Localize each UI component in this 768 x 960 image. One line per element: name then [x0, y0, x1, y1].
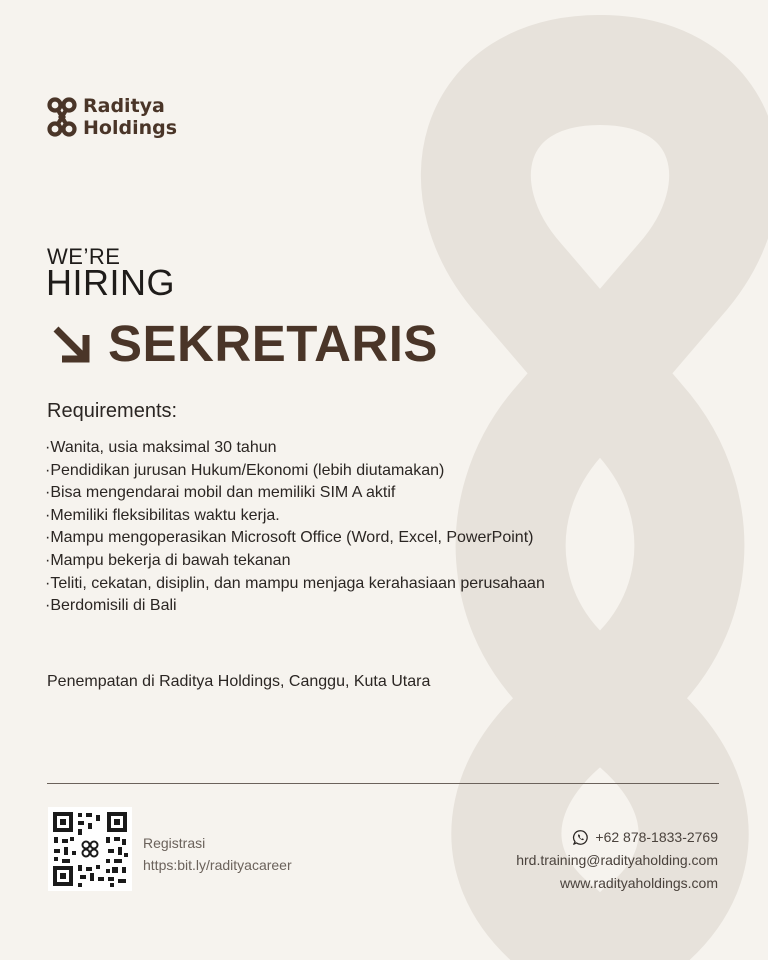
requirement-item: ·Mampu mengoperasikan Microsoft Office (Word, Excel, PowerPoint): [45, 529, 534, 547]
brand-name: [83, 95, 177, 139]
infinity-knot-logo-icon: [47, 96, 77, 138]
job-title: SEKRETARIS: [108, 315, 438, 372]
headline-kicker: WE’RE: [47, 244, 121, 269]
requirement-item: ·Bisa mengendarai mobil dan memiliki SIM A aktif: [45, 484, 396, 502]
arrow-down-right-icon: [50, 323, 92, 365]
requirement-item: ·Teliti, cekatan, disiplin, dan mampu menjaga kerahasiaan perusahaan: [45, 574, 545, 592]
contact-phone: +62 878-1833-2769: [595, 829, 718, 845]
requirement-item: ·Memiliki fleksibilitas waktu kerja.: [45, 506, 280, 524]
whatsapp-icon: [572, 829, 589, 846]
headline-title: HIRING: [46, 262, 175, 303]
contact-phone-row[interactable]: [516, 826, 718, 849]
requirement-item: ·Mampu bekerja di bawah tekanan: [45, 551, 291, 569]
placement-note: Penempatan di Raditya Holdings, Canggu, Kuta Utara: [47, 673, 431, 690]
requirement-item: ·Berdomisili di Bali: [45, 597, 177, 615]
qr-code-icon[interactable]: [48, 807, 132, 891]
job-position: [50, 314, 438, 374]
contact-block: [516, 826, 718, 895]
footer-divider: [47, 783, 719, 784]
brand-name-line2: Holdings: [83, 117, 178, 139]
requirements-heading: Requirements:: [47, 400, 178, 422]
brand-logo: [47, 95, 177, 139]
registration-label: Registrasi: [143, 835, 206, 851]
requirements-list: [45, 437, 545, 618]
contact-email[interactable]: hrd.training@radityaholding.com: [516, 852, 718, 868]
requirement-item: ·Wanita, usia maksimal 30 tahun: [45, 439, 277, 456]
contact-website[interactable]: www.radityaholdings.com: [560, 875, 718, 891]
brand-name-line1: Raditya: [83, 95, 165, 117]
requirement-item: ·Pendidikan jurusan Hukum/Ekonomi (lebih diutamakan): [45, 461, 445, 479]
registration-link[interactable]: https:bit.ly/radityacareer: [143, 857, 292, 873]
